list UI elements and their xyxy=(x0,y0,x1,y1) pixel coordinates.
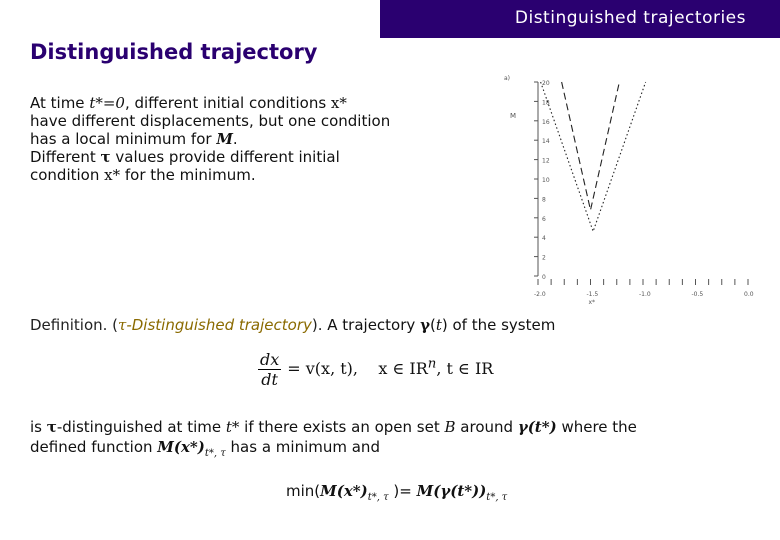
definition-keyword: Definition. ( xyxy=(30,316,119,334)
plot-series xyxy=(541,82,646,231)
min-b: )= xyxy=(388,482,417,500)
intro-line4-b: values provide different initial xyxy=(110,148,340,166)
y-tick-label: 6 xyxy=(542,215,546,223)
intro-text xyxy=(30,94,470,184)
intro-line5-b: for the minimum. xyxy=(120,166,256,184)
intro-line2: have different displacements, but one condition xyxy=(30,112,391,130)
distance-plot xyxy=(498,70,760,310)
min-sub1: t*, τ xyxy=(367,492,389,503)
equation-domain: x ∈ IR xyxy=(378,359,428,378)
y-tick-label: 16 xyxy=(542,118,550,126)
para2-tstar: t* xyxy=(225,418,240,436)
x-tick-label: -1.5 xyxy=(586,291,599,298)
intro-line1-x: x* xyxy=(330,94,347,112)
definition-tau: τ xyxy=(118,316,127,334)
y-tick-label: 14 xyxy=(542,138,550,146)
equation-t-domain: , t ∈ IR xyxy=(436,359,494,378)
min-Mgamma: M(γ(t*)) xyxy=(416,482,487,500)
definition-close: ). xyxy=(311,316,328,334)
y-tick-label: 4 xyxy=(542,235,546,243)
definition-rest-b: ( xyxy=(429,316,436,334)
plot-labels xyxy=(504,75,595,306)
intro-line3-b: . xyxy=(232,130,238,148)
min-sub2: t*, τ xyxy=(486,492,508,503)
para2-a: is xyxy=(30,418,47,436)
intro-line1-a: At time xyxy=(30,94,90,112)
para2-f: defined function xyxy=(30,438,158,456)
definition-rest-a: A trajectory xyxy=(327,316,421,334)
fraction-numerator: dx xyxy=(260,350,280,369)
para2-gamma-t: γ(t*) xyxy=(517,418,557,436)
para2-sub: t*, τ xyxy=(204,448,226,459)
para2-c: if there exists an open set xyxy=(239,418,445,436)
system-equation xyxy=(258,350,493,389)
y-tick-label: 8 xyxy=(542,196,546,204)
intro-line1-b: , different initial conditions xyxy=(124,94,331,112)
y-tick-label: 0 xyxy=(542,274,546,281)
min-Mx: M(x*) xyxy=(320,482,368,500)
intro-line4-a: Different xyxy=(30,148,101,166)
y-tick-label: 18 xyxy=(542,99,550,107)
intro-line4-tau: τ xyxy=(100,148,111,166)
panel-label: a) xyxy=(504,75,511,82)
intro-line1-time: t*=0 xyxy=(89,94,125,112)
slide-title: Distinguished trajectory xyxy=(30,40,318,64)
equation-rhs: = v(x, t), xyxy=(287,359,358,378)
header-title: Distinguished trajectories xyxy=(514,8,746,28)
derivative-fraction xyxy=(258,350,281,389)
intro-line5-x: x* xyxy=(104,166,121,184)
para2-g: has a minimum and xyxy=(225,438,380,456)
series-line-1 xyxy=(562,82,620,210)
x-tick-label: -2.0 xyxy=(534,291,546,298)
para2-e: where the xyxy=(556,418,637,436)
para2-d: around xyxy=(455,418,518,436)
y-tick-label: 10 xyxy=(542,177,550,184)
y-tick-label: 20 xyxy=(542,80,550,87)
definition-t: t xyxy=(435,316,442,334)
x-tick-label: -0.5 xyxy=(691,291,704,298)
y-tick-label: 12 xyxy=(542,157,550,165)
x-axis-label: x* xyxy=(588,299,596,306)
definition-line xyxy=(30,316,555,334)
y-axis-label: M xyxy=(510,112,517,120)
x-tick-label: -1.0 xyxy=(639,291,651,298)
min-a: min( xyxy=(286,482,321,500)
intro-line3-a: has a local minimum for xyxy=(30,130,217,148)
distinguished-condition xyxy=(30,417,770,464)
y-tick-label: 2 xyxy=(542,254,546,262)
plot-axes xyxy=(534,80,754,298)
para2-tau: τ xyxy=(46,418,57,436)
para2-Mx: M(x*) xyxy=(157,438,205,456)
header-divider xyxy=(376,0,380,38)
intro-line3-M: M xyxy=(216,130,233,148)
definition-gamma: γ xyxy=(420,316,430,334)
para2-B: B xyxy=(444,418,456,436)
para2-b: -distinguished at time xyxy=(56,418,226,436)
minimum-equation xyxy=(286,482,507,503)
equation-power: n xyxy=(427,356,437,372)
x-tick-label: 0.0 xyxy=(744,291,754,298)
intro-line5-a: condition xyxy=(30,166,105,184)
definition-rest-c: ) of the system xyxy=(441,316,556,334)
fraction-denominator: dt xyxy=(261,370,278,389)
definition-term: -Distinguished trajectory xyxy=(126,316,312,334)
series-line-2 xyxy=(541,82,646,231)
